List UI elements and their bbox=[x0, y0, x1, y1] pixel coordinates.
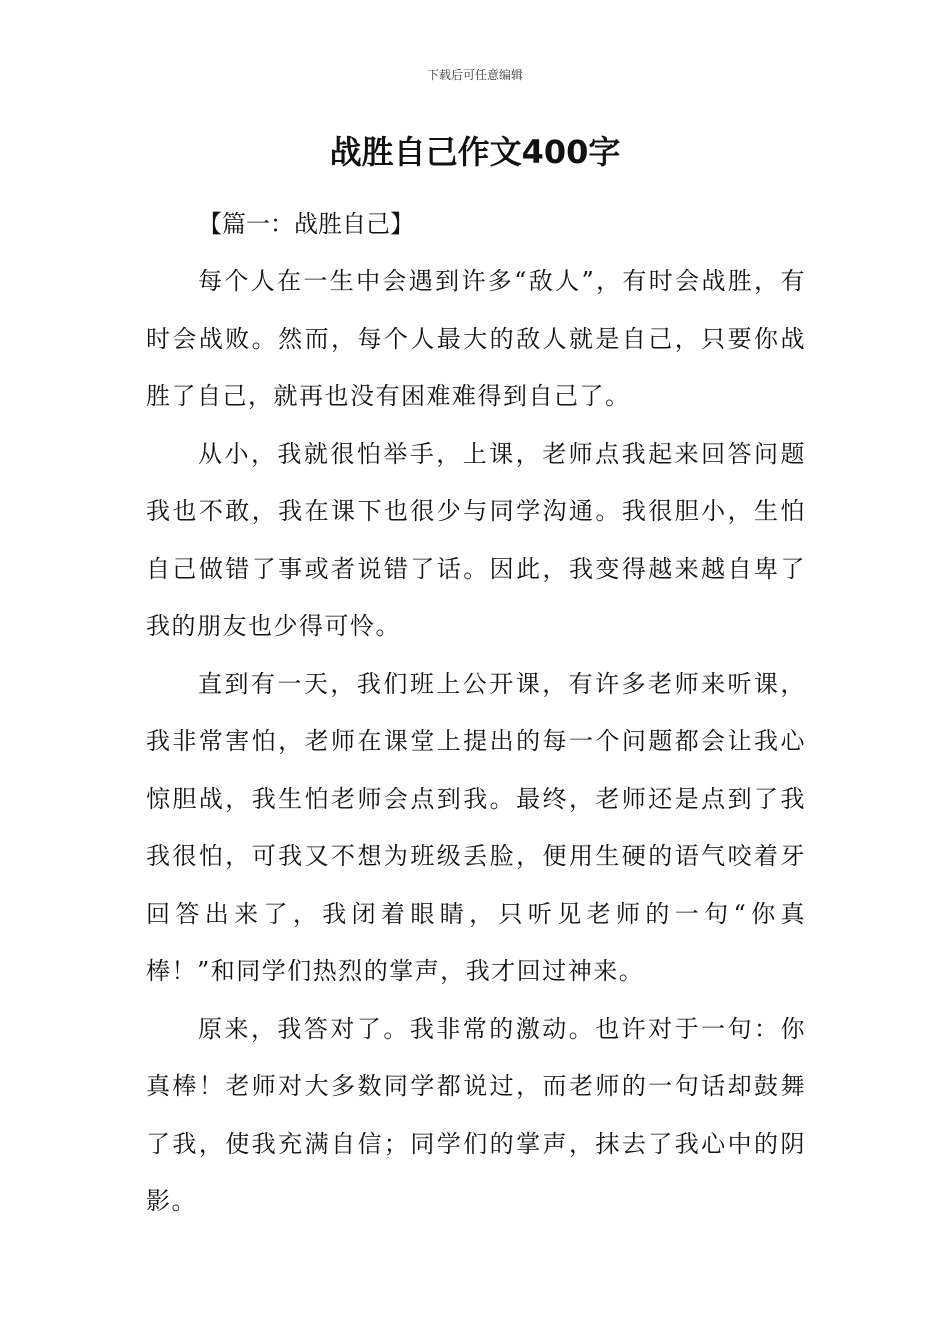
paragraph-2: 从小，我就很怕举手，上课，老师点我起来回答问题我也不敢，我在课下也很少与同学沟通。我很胆小，生怕自己做错了事或者说错了话。因此，我变得越来越自卑了我的朋友也少得可怜。 bbox=[146, 439, 806, 640]
document-title: 战胜自己作文400字 bbox=[329, 133, 621, 171]
paragraph-4: 原来，我答对了。我非常的激动。也许对于一句：你真棒！老师对大多数同学都说过，而老师的一句话却鼓舞了我，使我充满自信；同学们的掌声，抹去了我心中的阴影。 bbox=[146, 1014, 806, 1215]
document-body bbox=[146, 196, 806, 1231]
paragraph-1: 每个人在一生中会遇到许多“敌人”，有时会战胜，有时会战败。然而，每个人最大的敌人就是自己，只要你战胜了自己，就再也没有困难难得到自己了。 bbox=[146, 267, 806, 410]
section-heading: 【篇一：战胜自己】 bbox=[198, 210, 414, 238]
paragraph-3: 直到有一天，我们班上公开课，有许多老师来听课，我非常害怕，老师在课堂上提出的每一个问题都会让我心惊胆战，我生怕老师会点到我。最终，老师还是点到了我我很怕，可我又不想为班级丢脸，便用生硬的语气咬着牙回答出来了，我闭着眼睛，只听见老师的一句“你真棒！”和同学们热烈的掌声，我才回过神来。 bbox=[146, 669, 806, 985]
header-note: 下载后可任意编辑 bbox=[426, 68, 523, 82]
